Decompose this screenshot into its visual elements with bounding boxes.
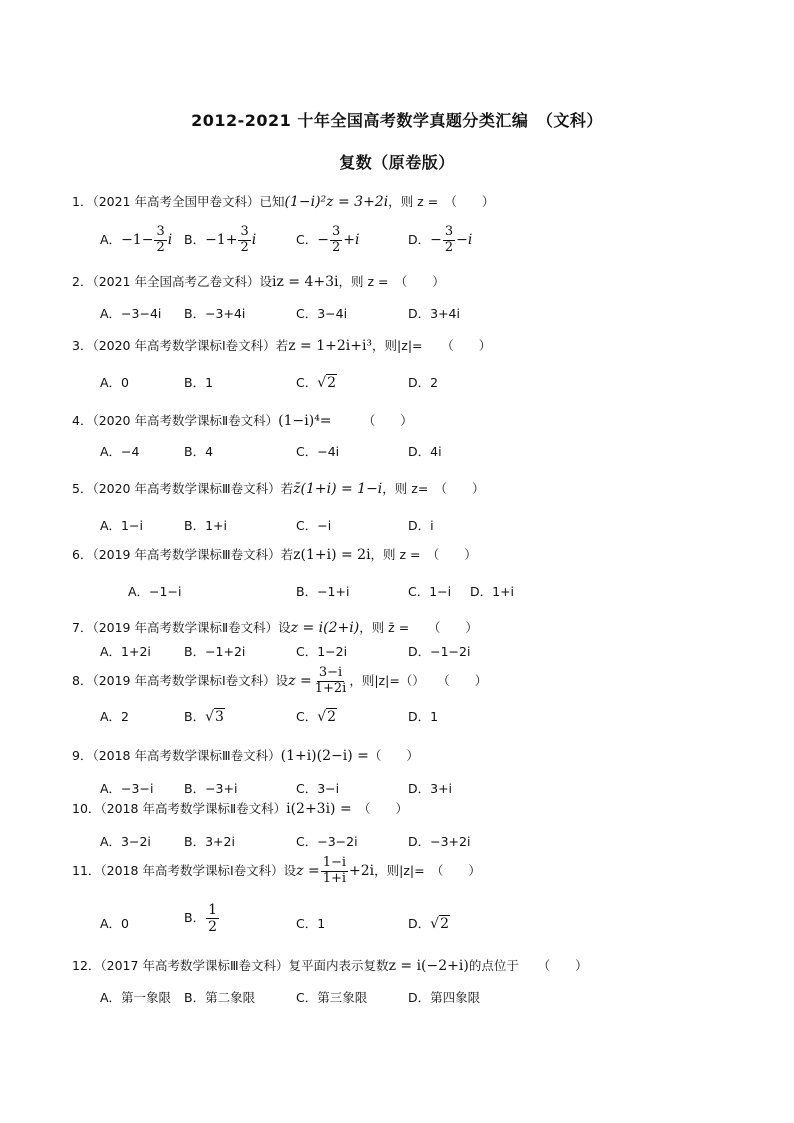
option-b: B．第二象限 [184, 990, 256, 1005]
question-2: 2．（2021 年全国高考乙卷文科）设iz = 4+3i，则 z = （ ） [72, 274, 445, 290]
option-c: C．√2 [296, 709, 337, 725]
option-b: B．1+i [184, 518, 227, 533]
option-d: D．3+4i [408, 306, 460, 321]
option-b: B．3+2i [184, 834, 235, 849]
question-tail: ，则 z = （ ） [388, 194, 495, 209]
option-d: D．2 [408, 375, 439, 390]
option-d: D．i [408, 518, 434, 533]
question-10: 10．（2018 年高考数学课标Ⅱ卷文科）i(2+3i) = （ ） [72, 801, 408, 817]
option-b: B．−1+i [296, 584, 350, 599]
option-a: A．0 [100, 375, 130, 390]
option-b: B．1 [184, 375, 214, 390]
option-d: D．−3+2i [408, 834, 471, 849]
option-a: A．1−i [100, 518, 143, 533]
option-b: B．4 [184, 444, 214, 459]
option-c: C．1−2i [296, 644, 348, 659]
question-stem: 1．（2021 年高考全国甲卷文科）已知 [72, 194, 285, 209]
option-a: A．−3−i [100, 781, 154, 796]
option-a: A．−1− $\frac{3}{2}$ i [100, 224, 173, 255]
option-d: D．4i [408, 444, 442, 459]
option-c: C．3−i [296, 781, 340, 796]
option-c: C．√2 [296, 375, 337, 391]
option-b: B．−1+ $\frac{3}{2}$ i [184, 224, 257, 255]
question-5: 5．（2020 年高考数学课标Ⅲ卷文科）若z̄(1+i) = 1−i，则 z= （ ） [72, 481, 485, 497]
option-a: A．−4 [100, 444, 140, 459]
question-6: 6．（2019 年高考数学课标Ⅲ卷文科）若z(1+i) = 2i，则 z = （ ） [72, 547, 477, 563]
option-d: D．3+i [408, 781, 453, 796]
question-11: 11．（2018 年高考数学课标Ⅰ卷文科）设z = $\frac{1-i}{1+i}$ +2i，则|z|= （ ） [72, 855, 481, 886]
option-d: D．第四象限 [408, 990, 481, 1005]
page-title: 2012-2021 十年全国高考数学真题分类汇编 （文科） [191, 111, 603, 130]
option-d: D．1 [408, 709, 439, 724]
question-9: 9．（2018 年高考数学课标Ⅲ卷文科）(1+i)(2−i) =（ ） [72, 748, 419, 764]
option-d: D．−1−2i [408, 644, 471, 659]
question-7: 7．（2019 年高考数学课标Ⅱ卷文科）设z = i(2+i)，则 z̄ = （ ） [72, 620, 478, 636]
page-subtitle: 复数（原卷版） [339, 153, 455, 172]
option-b: B．−1+2i [184, 644, 246, 659]
question-4: 4．（2020 年高考数学课标Ⅱ卷文科）(1−i)⁴= （ ） [72, 413, 413, 429]
option-a: A．2 [100, 709, 130, 724]
option-a: A．−1−i [128, 584, 182, 599]
option-c: C．−4i [296, 444, 340, 459]
question-formula: (1−i)²z = 3+2i [284, 194, 389, 210]
question-8: 8．（2019 年高考数学课标Ⅰ卷文科）设z = $\frac{3-i}{1+2i}$ ，则|z|=（） （ ） [72, 665, 488, 696]
option-a: A．−3−4i [100, 306, 162, 321]
question-1 [72, 192, 494, 210]
option-b: B． $\frac{1}{2}$ [184, 902, 217, 936]
question-12: 12．（2017 年高考数学课标Ⅲ卷文科）复平面内表示复数z = i(−2+i)的点位于 （ ） [72, 958, 588, 974]
option-a: A．1+2i [100, 644, 151, 659]
option-c: C．−3−2i [296, 834, 358, 849]
question-3: 3．（2020 年高考数学课标Ⅰ卷文科）若z = 1+2i+i³，则|z|= （ ） [72, 338, 492, 354]
option-c: C．3−4i [296, 306, 348, 321]
option-b: B．−3+i [184, 781, 238, 796]
option-c: C．1−i [408, 584, 452, 599]
option-d: D．1+i [470, 584, 515, 599]
option-b: B．−3+4i [184, 306, 246, 321]
option-d: D．− $\frac{3}{2}$ −i [408, 224, 473, 255]
option-c: C．−i [296, 518, 332, 533]
option-c: C．− $\frac{3}{2}$ +i [296, 224, 360, 255]
option-b: B．√3 [184, 709, 224, 725]
option-a: A．0 [100, 916, 130, 931]
option-a: A．3−2i [100, 834, 151, 849]
option-c: C．第三象限 [296, 990, 368, 1005]
option-c: C．1 [296, 916, 326, 931]
option-a: A．第一象限 [100, 990, 172, 1005]
option-d: D．√2 [408, 916, 449, 932]
